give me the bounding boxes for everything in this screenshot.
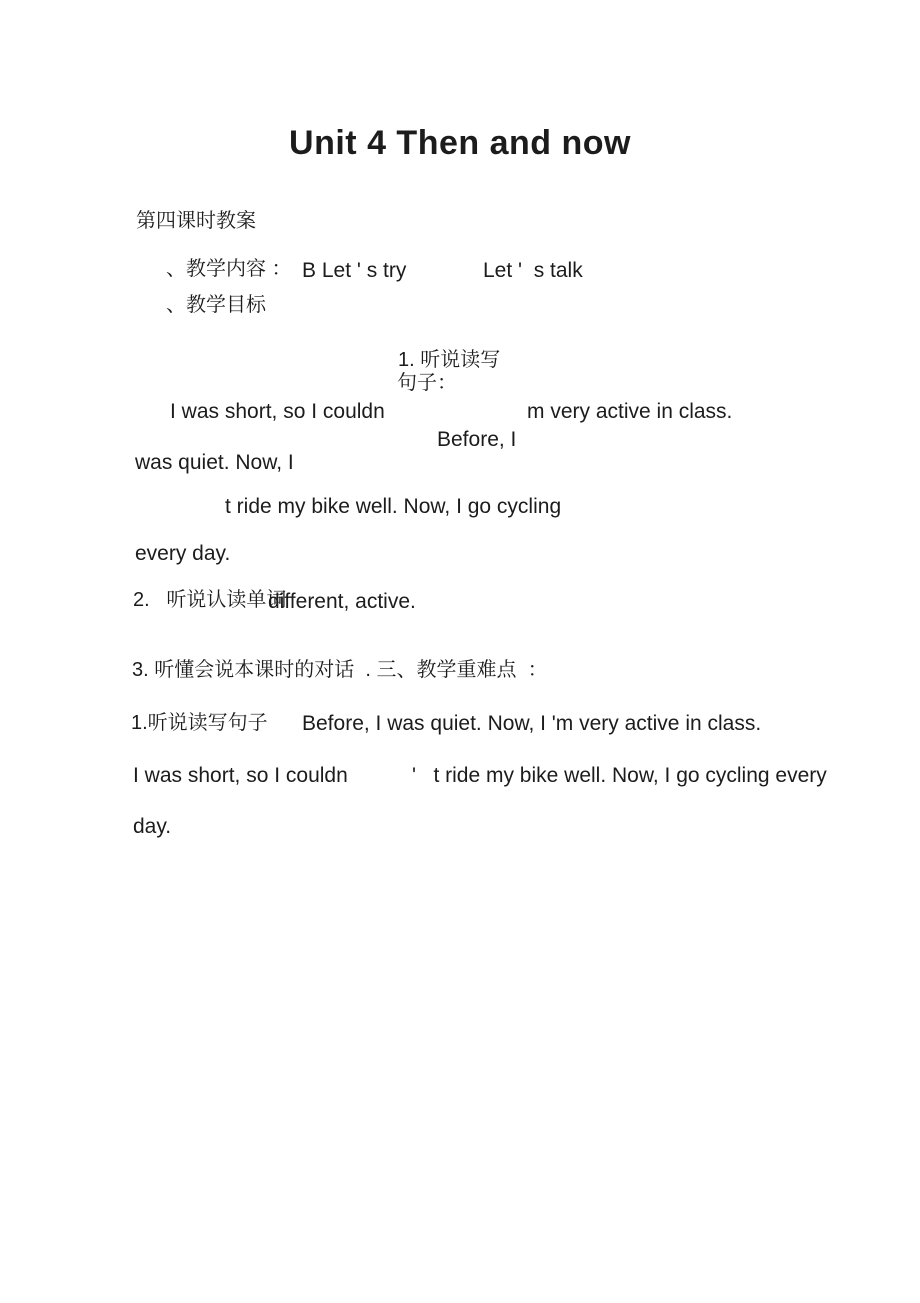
sentence-fragment-1: I was short, so I couldn [170, 400, 385, 423]
sentence-fragment-3: Before, I [437, 428, 517, 451]
objective1-label: 句子： [397, 372, 457, 394]
page-title: Unit 4 Then and now [289, 124, 631, 162]
keypoint-line2: I was short, so I couldn ' t ride my bike well. Now, I go cycling every [133, 764, 827, 787]
lesson-heading: 第四课时教案 [136, 210, 256, 232]
teaching-goals-label: 、教学目标 [166, 294, 266, 316]
sentence-fragment-2: m very active in class. [527, 400, 733, 423]
teaching-content-label: 、教学内容 ： [166, 258, 292, 280]
keypoint-line1-en: Before, I was quiet. Now, I 'm very active in class. [302, 712, 762, 735]
sentence-fragment-4: was quiet. Now, I [135, 451, 294, 474]
sentence-fragment-5: t ride my bike well. Now, I go cycling [225, 495, 562, 518]
sentence-fragment-6: every day. [135, 542, 231, 565]
teaching-content-item-2: Let ' s talk [483, 259, 583, 282]
objective1-number: 1. 听说读写 [398, 349, 501, 371]
teaching-content-item-1: B Let ' s try [302, 259, 407, 282]
keypoint-line3: day. [133, 815, 172, 838]
objective2-en: different, active. [268, 590, 416, 613]
objective2-zh: 2. 听说认读单词 [133, 589, 287, 611]
keypoint-line1-zh: 1.听说读写句子 [131, 712, 268, 734]
objective3-line: 3. 听懂会说本课时的对话 . 三、教学重难点 ： [132, 659, 548, 681]
